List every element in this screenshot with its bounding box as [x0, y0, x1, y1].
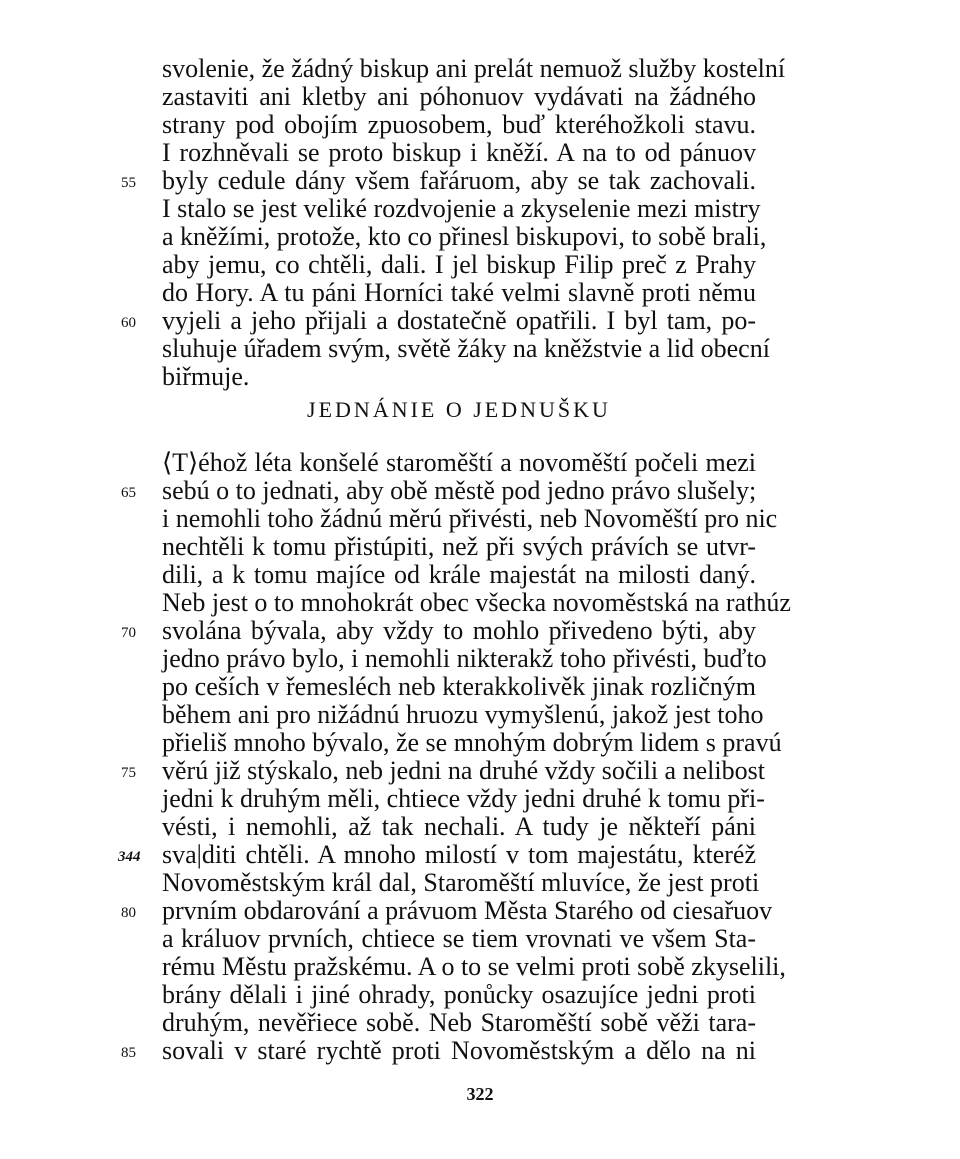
- text-line: vésti, i nemohli, až tak nechali. A tudy je někteří páni: [162, 812, 756, 841]
- text-line: brány dělali i jiné ohrady, ponůcky osazujíce jedni proti: [162, 980, 756, 1009]
- text-line: I rozhněvali se proto biskup i kněží. A na to od pánuov: [162, 138, 756, 167]
- text-line: dili, a k tomu majíce od krále majestát na milosti daný.: [162, 560, 756, 589]
- text-line: během ani pro nižádnú hruozu vymyšlenú, jakož jest toho: [162, 700, 764, 729]
- text-line: rému Městu pražskému. A o to se velmi proti sobě zkyselili,: [162, 952, 786, 981]
- text-line: sovali v staré rychtě proti Novoměstským a dělo na ni: [162, 1036, 756, 1065]
- text-line: věrú již stýskalo, neb jedni na druhé vždy sočili a nelibost: [162, 756, 765, 785]
- text-line: ⟨T⟩éhož léta konšelé staroměští a novoměští počeli mezi: [162, 448, 756, 477]
- text-line: Novoměstským král dal, Staroměští mluvíce, že jest proti: [162, 868, 760, 897]
- text-line: biřmuje.: [162, 362, 250, 391]
- text-line: a králuov prvních, chtiece se tiem vrovnati ve všem Sta-: [162, 924, 756, 953]
- line-number: 75: [121, 765, 136, 781]
- line-number: 85: [121, 1045, 136, 1061]
- line-number: 60: [121, 315, 136, 331]
- text-line: I stalo se jest veliké rozdvojenie a zkyselenie mezi mistry: [162, 194, 761, 223]
- line-number: 80: [121, 905, 136, 921]
- folio-reference: 344: [118, 849, 141, 865]
- text-line: jedno právo bylo, i nemohli nikterakž toho přivésti, buďto: [162, 644, 767, 673]
- text-line: sebú o to jednati, aby obě městě pod jedno právo slušely;: [162, 476, 757, 505]
- section-heading: JEDNÁNIE O JEDNUŠKU: [307, 397, 611, 422]
- text-line: zastaviti ani kletby ani póhonuov vydávati na žádného: [162, 82, 756, 111]
- text-line: přieliš mnoho bývalo, že se mnohým dobrým lidem s pravú: [162, 728, 782, 757]
- text-line: Neb jest o to mnohokrát obec všecka novoměstská na rathúz: [162, 588, 791, 617]
- text-line: sva|diti chtěli. A mnoho milostí v tom majestátu, kteréž: [162, 840, 756, 869]
- line-number: 70: [121, 625, 136, 641]
- text-line: vyjeli a jeho přijali a dostatečně opatřili. I byl tam, po-: [162, 306, 756, 335]
- text-line: nechtěli k tomu přistúpiti, než při svých právích se utvr-: [162, 532, 756, 561]
- text-line: a kněžími, protože, kto co přinesl biskupovi, to sobě brali,: [162, 222, 767, 251]
- text-line: svolána bývala, aby vždy to mohlo přivedeno býti, aby: [162, 616, 756, 645]
- text-line: prvním obdarování a právuom Města Starého od ciesařuov: [162, 896, 773, 925]
- line-number: 65: [121, 485, 136, 501]
- text-line: druhým, nevěřiece sobě. Neb Staroměští sobě věži tara-: [162, 1008, 756, 1037]
- text-line: i nemohli toho žádnú měrú přivésti, neb Novoměští pro nic: [162, 504, 778, 533]
- text-line: aby jemu, co chtěli, dali. I jel biskup Filip preč z Prahy: [162, 250, 756, 279]
- line-number: 55: [121, 175, 136, 191]
- text-line: jedni k druhým měli, chtiece vždy jedni druhé k tomu při-: [162, 784, 765, 813]
- text-line: byly cedule dány všem fařáruom, aby se tak zachovali.: [162, 166, 756, 195]
- page-number: 322: [466, 1084, 494, 1104]
- text-line: do Hory. A tu páni Horníci také velmi slavně proti němu: [162, 278, 756, 307]
- text-line: svolenie, že žádný biskup ani prelát nemuož služby kostelní: [162, 54, 786, 83]
- text-line: po ceších v řemesléch neb kterakkolivěk jinak rozličným: [162, 672, 756, 701]
- text-line: strany pod obojím zpuosobem, buď kteréhožkoli stavu.: [162, 110, 756, 139]
- text-line: sluhuje úřadem svým, světě žáky na kněžstvie a lid obecní: [162, 334, 770, 363]
